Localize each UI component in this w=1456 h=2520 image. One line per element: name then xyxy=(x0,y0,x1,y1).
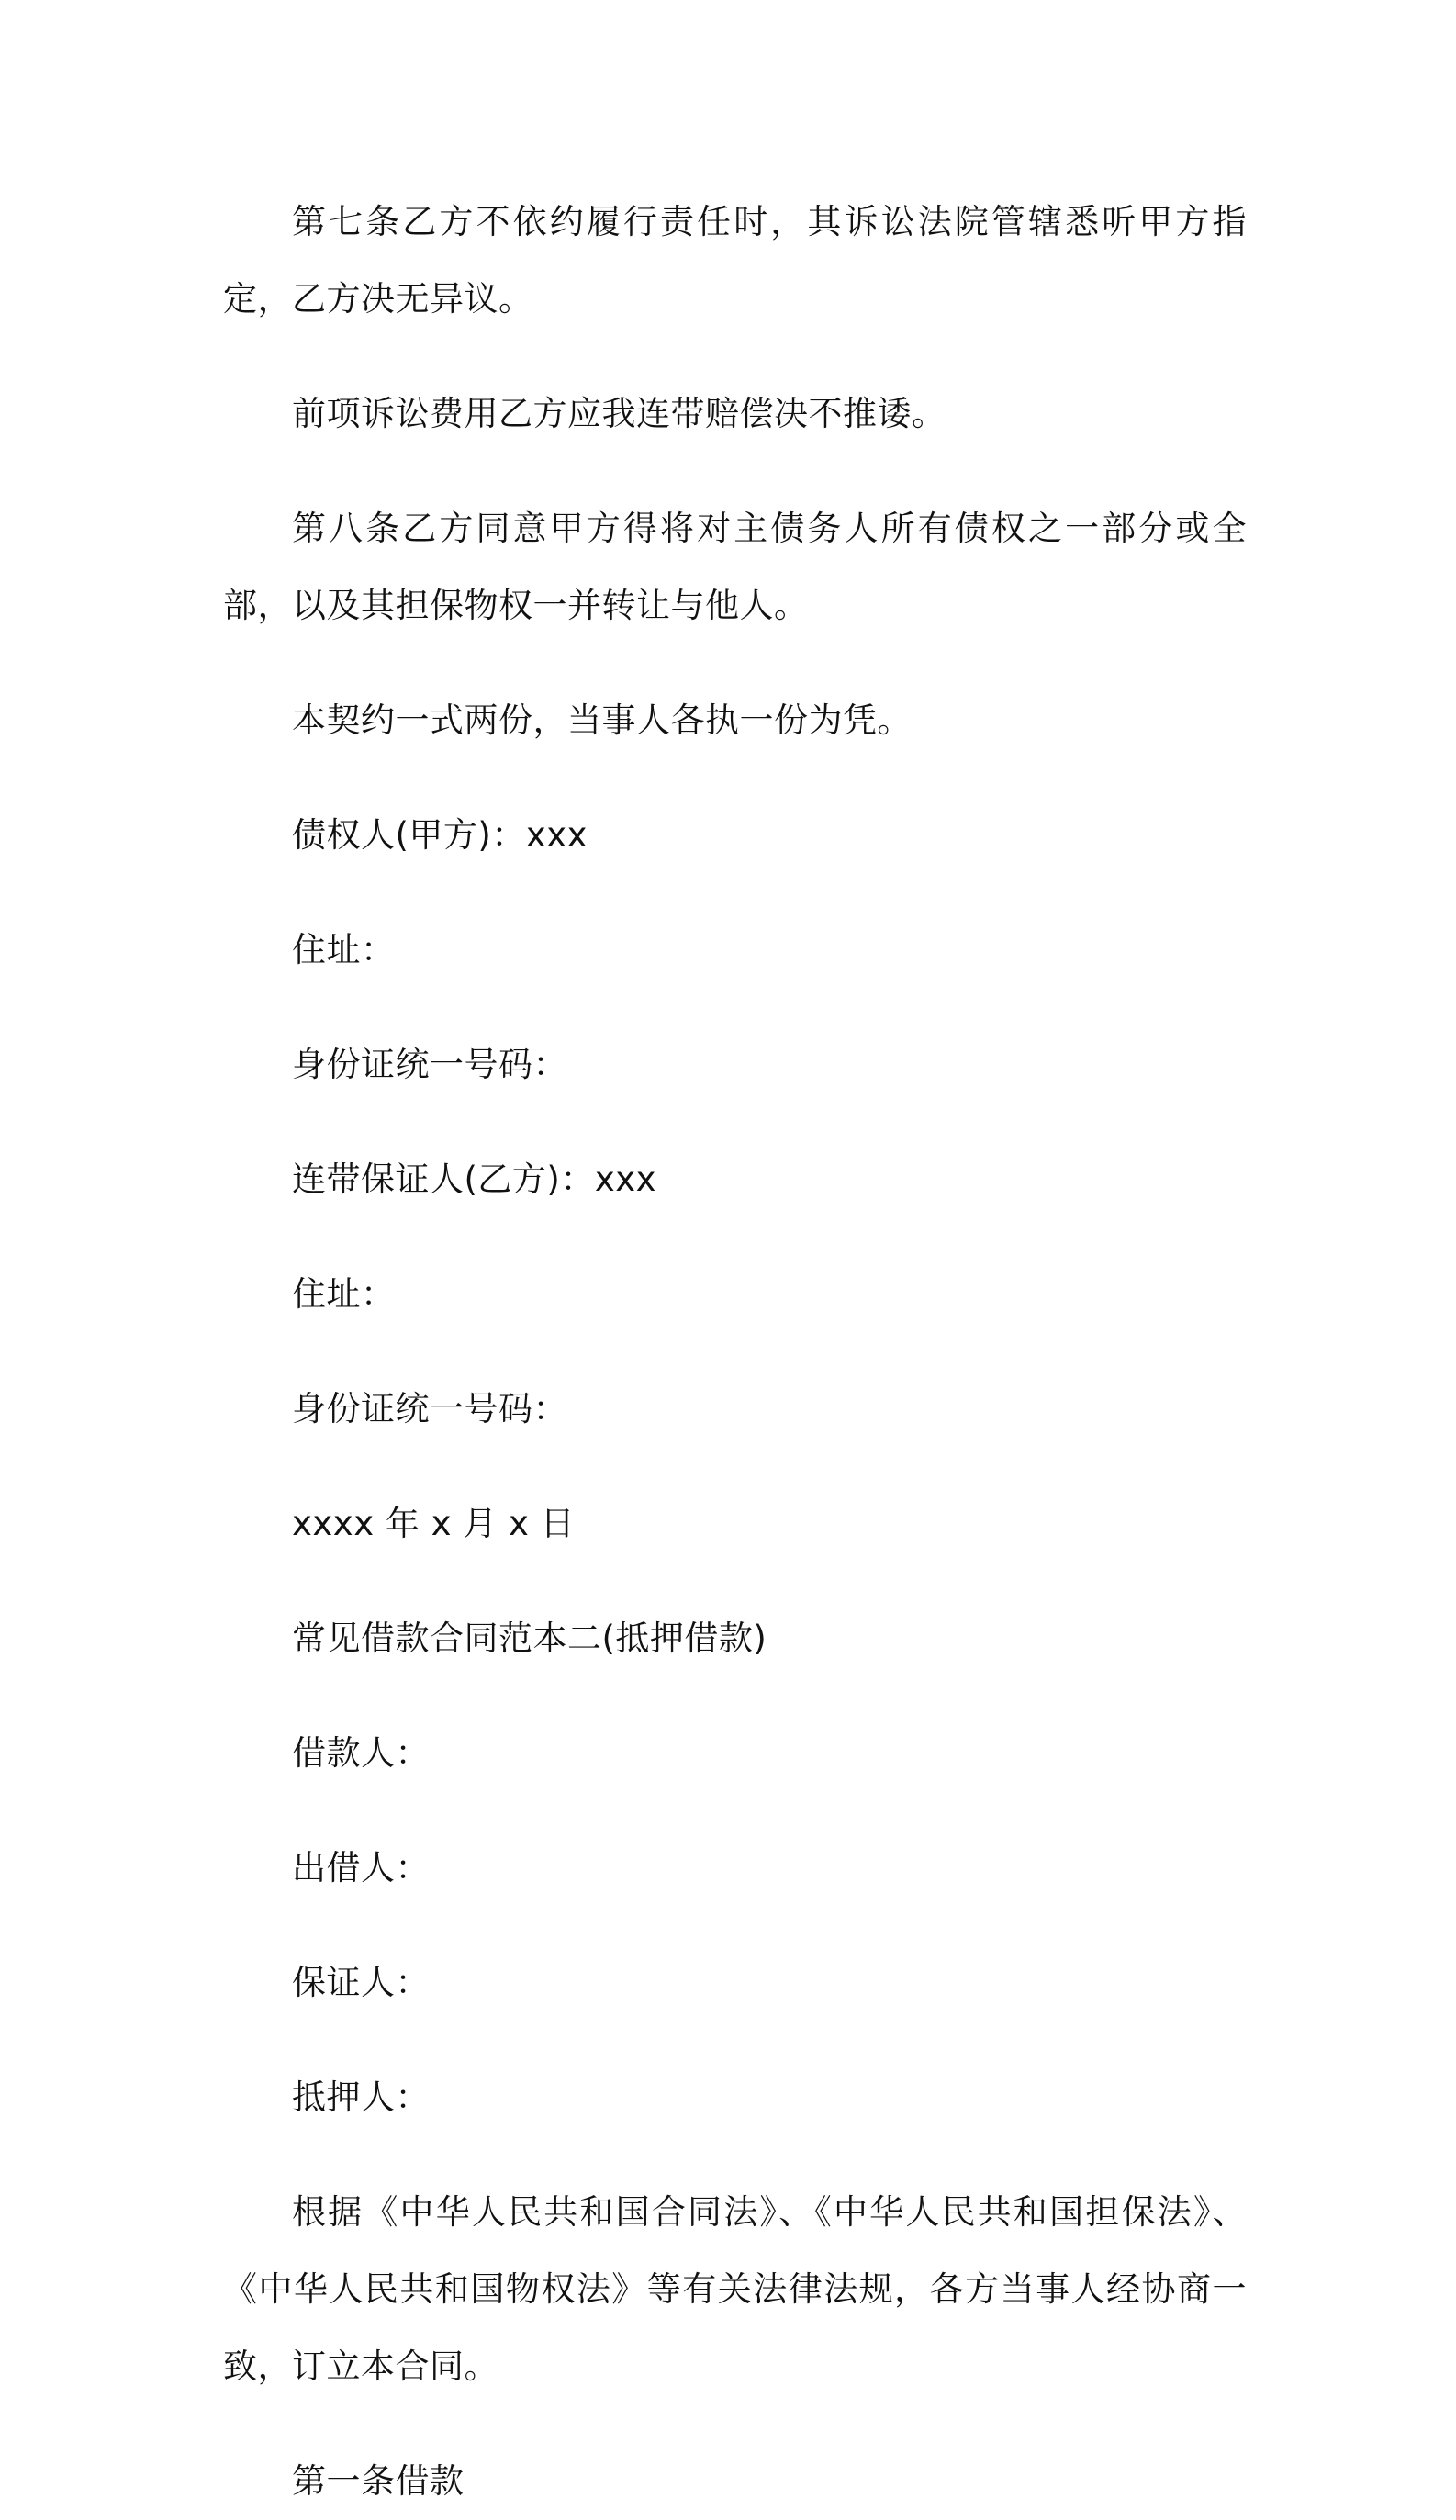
date-line: xxxx 年 x 月 x 日 xyxy=(292,1504,576,1543)
article-1-heading: 第一条借款 xyxy=(292,2461,465,2501)
guarantor-id-line: 身份证统一号码： xyxy=(292,1389,567,1428)
creditor-id-line: 身份证统一号码： xyxy=(292,1045,567,1084)
guarantor-address-line: 住址： xyxy=(292,1274,396,1314)
lender-line: 出借人： xyxy=(292,1848,430,1887)
paragraph-article-7: 第七条乙方不依约履行责任时，其诉讼法院管辖悉听甲方指定，乙方决无异议。 xyxy=(223,202,1247,319)
creditor-line: 债权人(甲方)：xxx xyxy=(292,815,588,855)
paragraph-copies: 本契约一式两份，当事人各执一份为凭。 xyxy=(292,700,912,740)
paragraph-legal-basis: 根据《中华人民共和国合同法》、《中华人民共和国担保法》、《中华人民共和国物权法》等有关法律法规，各方当事人经协商一致，订立本合同。 xyxy=(223,2192,1247,2386)
surety-line: 保证人： xyxy=(292,1963,430,2002)
mortgagor-line: 抵押人： xyxy=(292,2078,430,2117)
creditor-address-line: 住址： xyxy=(292,930,396,969)
paragraph-litigation-costs: 前项诉讼费用乙方应我连带赔偿决不推诿。 xyxy=(292,394,946,433)
contract-template-title: 常见借款合同范本二(抵押借款) xyxy=(292,1618,767,1658)
borrower-line: 借款人： xyxy=(292,1733,430,1773)
guarantor-line: 连带保证人(乙方)：xxx xyxy=(292,1159,657,1199)
document-body xyxy=(223,184,1247,2520)
paragraph-article-8: 第八条乙方同意甲方得将对主债务人所有债权之一部分或全部，以及其担保物权一并转让与他人。 xyxy=(223,509,1247,625)
